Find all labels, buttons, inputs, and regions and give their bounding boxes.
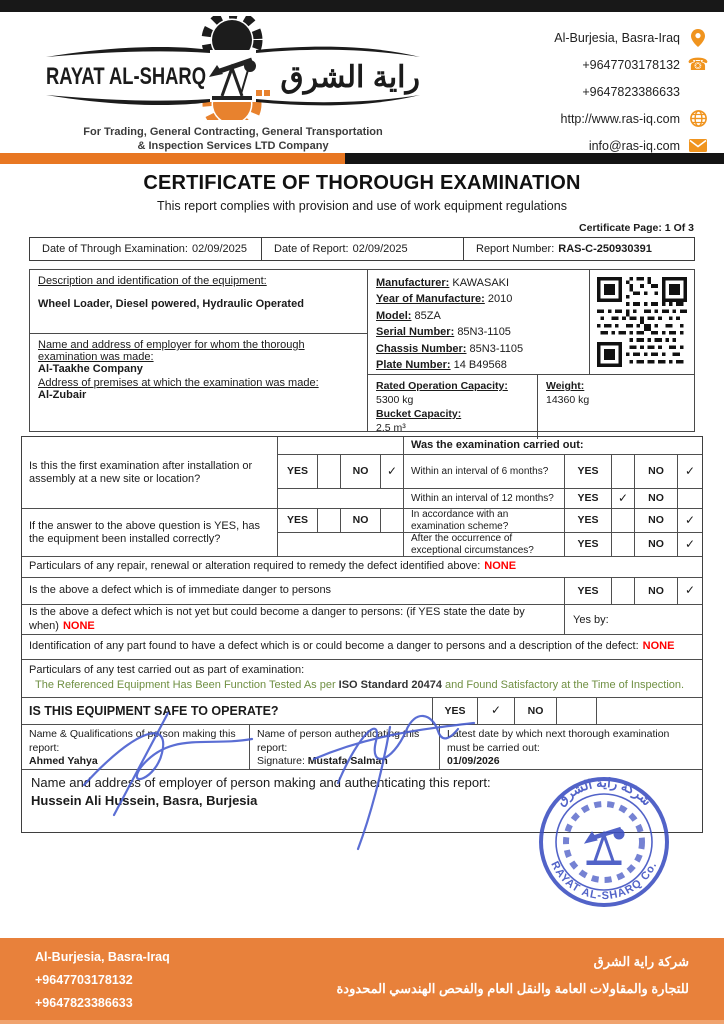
rated-capacity-label: Rated Operation Capacity:: [376, 380, 508, 392]
contact-website-text: http://www.ras-iq.com: [560, 111, 680, 126]
bucket-capacity-label: Bucket Capacity:: [376, 408, 462, 420]
q2-yes-label: YES: [278, 509, 318, 533]
footer-address: Al-Burjesia, Basra-Iraq: [35, 950, 170, 964]
chassis-label: Chassis Number:: [376, 342, 467, 355]
footer-description-arabic: للتجارة والمقاولات العامة والنقل العام والفحص الهندسي المحدودة: [336, 981, 689, 996]
circumstances-yes-label: YES: [565, 533, 612, 557]
report-number-label: Report Number:: [476, 243, 555, 255]
interval6-no-checkbox: ✓: [678, 455, 702, 489]
scheme-yes-checkbox: [612, 509, 635, 533]
footer-company-arabic: شركة راية الشرق: [593, 954, 689, 969]
employer-cell: [30, 334, 367, 431]
maker-label: Name & Qualifications of person making this report:: [29, 728, 236, 754]
safe-to-operate-row: [22, 698, 702, 725]
safe-no-label: NO: [515, 698, 557, 725]
date-of-examination-cell: [30, 238, 262, 260]
logo-graphic: [34, 16, 432, 120]
capacity-cell: [368, 375, 538, 439]
empty-cell: [278, 437, 404, 455]
report-number-value: RAS-C-250930391: [558, 243, 652, 255]
phone-icon: ☎: [687, 55, 709, 74]
immediate-no-label: NO: [635, 578, 678, 605]
safe-no-checkbox: [557, 698, 597, 725]
authenticator-label: Name of person authenticating this report:: [257, 728, 420, 754]
yes-by-cell: Yes by:: [565, 605, 702, 635]
plate-value: 14 B49568: [453, 359, 507, 372]
examination-scheme-question: In accordance with an examination scheme?: [404, 509, 565, 533]
interval12-yes-checkbox: ✓: [612, 489, 635, 509]
test-result-post: and Found Satisfactory at the Time of Inspection.: [444, 679, 685, 691]
interval-12-months-question: Within an interval of 12 months?: [404, 489, 565, 509]
empty-cell: [278, 533, 404, 557]
equipment-spec-row: [368, 270, 694, 375]
safe-yes-checkbox: ✓: [478, 698, 515, 725]
test-result-text: [29, 678, 695, 693]
model-value: 85ZA: [414, 309, 441, 322]
qr-cell: [590, 270, 694, 374]
carried-out-header: Was the examination carried out:: [404, 437, 702, 455]
location-pin-icon: [688, 28, 708, 48]
stamp-english-text: RAYAT AL-SHARQ Co.: [548, 859, 660, 903]
contact-email-text: info@ras-iq.com: [588, 138, 680, 153]
weight-label: Weight:: [546, 380, 585, 392]
chassis-value: 85N3-1105: [469, 342, 524, 355]
immediate-no-checkbox: ✓: [678, 578, 702, 605]
examination-grid: [22, 437, 702, 557]
premises-value: Al-Zubair: [38, 389, 87, 401]
q2-yes-checkbox: [318, 509, 341, 533]
identification-label: Identification of any part found to have a defect which is or could become a danger to persons and a description of the defect:: [29, 640, 639, 653]
company-stamp: [535, 773, 673, 911]
q2-no-checkbox: [381, 509, 404, 533]
equipment-right-column: [368, 270, 694, 434]
equipment-table: [29, 269, 695, 432]
contact-address: [554, 24, 708, 51]
question-first-examination: Is this the first examination after installation or assembly at a new site or location?: [22, 437, 278, 509]
contact-address-text: Al-Burjesia, Basra-Iraq: [554, 30, 680, 45]
date-of-report-cell: [262, 238, 464, 260]
signature-label: Signature:: [257, 755, 305, 767]
svg-text:RAYAT AL-SHARQ Co.: [548, 860, 659, 903]
certificate-page-number: Certificate Page: 1 Of 3: [579, 222, 694, 234]
circumstances-yes-checkbox: [612, 533, 635, 557]
tagline-line2: & Inspection Services LTD Company: [137, 140, 329, 152]
rated-capacity-value: 5300 kg: [376, 394, 414, 406]
dates-table: [29, 237, 695, 261]
manufacturer-details-cell: [368, 270, 590, 374]
safe-to-operate-question: IS THIS EQUIPMENT SAFE TO OPERATE?: [22, 698, 433, 725]
repairs-value: NONE: [484, 560, 517, 573]
report-number-cell: [464, 238, 694, 260]
footer-contact-block: [35, 946, 170, 1015]
brand-name-ar: راية الشرق: [280, 61, 420, 94]
scheme-no-label: NO: [635, 509, 678, 533]
email-icon: [688, 136, 708, 156]
company-logo: [34, 16, 432, 152]
scheme-no-checkbox: ✓: [678, 509, 702, 533]
test-result-pre: The Referenced Equipment Has Been Function Tested As per: [35, 679, 336, 691]
test-particulars-label: Particulars of any test carried out as part of examination:: [29, 664, 305, 676]
equipment-description-value: Wheel Loader, Diesel powered, Hydraulic Operated: [38, 298, 304, 310]
next-exam-date: 01/09/2026: [447, 755, 500, 767]
q1-yes-checkbox: [318, 455, 341, 489]
safe-yes-label: YES: [433, 698, 478, 725]
tagline-line1: For Trading, General Contracting, General Transportation: [83, 126, 383, 138]
immediate-yes-label: YES: [565, 578, 612, 605]
immediate-yes-checkbox: [612, 578, 635, 605]
header: [0, 12, 724, 153]
footer-phone1: +9647703178132: [35, 973, 133, 987]
repairs-cell: [22, 557, 702, 578]
potential-danger-row: [22, 605, 702, 635]
interval6-no-label: NO: [635, 455, 678, 489]
model-label: Model:: [376, 309, 412, 322]
authenticator-name: Mustafa Salman: [307, 755, 388, 767]
potential-danger-question: [29, 606, 557, 632]
repairs-row: [22, 557, 702, 578]
manufacturer-label: Manufacturer:: [376, 277, 450, 289]
employer-label: Name and address of employer for whom the thorough examination was made:: [38, 339, 305, 363]
footer-bottom-strip: [0, 1020, 724, 1024]
bucket-capacity-value: 2.5 m³: [376, 422, 406, 434]
interval-6-months-question: Within an interval of 6 months?: [404, 455, 565, 489]
authenticator-cell: [250, 725, 440, 770]
potential-danger-value: NONE: [62, 619, 95, 632]
manufacturer-value: KAWASAKI: [452, 277, 510, 289]
qr-code: [597, 277, 687, 367]
serial-value: 85N3-1105: [457, 326, 511, 339]
repairs-label: Particulars of any repair, renewal or alteration required to remedy the defect identified above:: [29, 560, 481, 573]
date-report-value: 02/09/2025: [352, 243, 408, 255]
serial-label: Serial Number:: [376, 326, 455, 339]
identification-cell: [22, 635, 702, 660]
employer-value: Al-Taakhe Company: [38, 363, 143, 375]
footer-phone2: +9647823386633: [35, 996, 133, 1010]
identification-row: [22, 635, 702, 660]
contact-phone1-text: +9647703178132: [582, 57, 680, 72]
empty-cell: [597, 698, 702, 725]
document-subtitle: This report complies with provision and use of work equipment regulations: [157, 199, 567, 213]
globe-icon: [688, 109, 708, 129]
contact-phone1: [554, 51, 708, 78]
plate-label: Plate Number:: [376, 359, 451, 372]
q1-no-checkbox: ✓: [381, 455, 404, 489]
footer: [0, 938, 724, 1024]
top-black-bar: [0, 0, 724, 12]
interval12-no-label: NO: [635, 489, 678, 509]
equipment-description-label: Description and identification of the equipment:: [38, 275, 267, 287]
scheme-yes-label: YES: [565, 509, 612, 533]
circumstances-no-checkbox: ✓: [678, 533, 702, 557]
next-exam-label: Latest date by which next thorough examination must be carried out:: [447, 728, 670, 754]
premises-label: Address of premises at which the examination was made:: [38, 377, 319, 389]
interval6-yes-checkbox: [612, 455, 635, 489]
exceptional-circumstances-question: After the occurrence of exceptional circumstances?: [404, 533, 565, 557]
immediate-danger-question: Is the above a defect which is of immediate danger to persons: [22, 578, 565, 605]
iso-standard-ref: ISO Standard 20474: [338, 679, 442, 691]
capacity-row: [368, 375, 694, 439]
immediate-danger-row: [22, 578, 702, 605]
stamp-arabic-text: شركة راية الشرق: [553, 774, 655, 809]
empty-cell: [278, 489, 404, 509]
q1-no-label: NO: [341, 455, 381, 489]
interval12-no-checkbox: [678, 489, 702, 509]
icon-spacer: [688, 82, 708, 102]
footer-arabic-block: [337, 948, 690, 1002]
interval12-yes-label: YES: [565, 489, 612, 509]
contact-website: [554, 105, 708, 132]
signoff-row: [22, 725, 702, 770]
document-title: CERTIFICATE OF THOROUGH EXAMINATION: [143, 172, 581, 194]
equipment-description-cell: [30, 270, 367, 334]
svg-text:شركة راية الشرق: [553, 775, 654, 809]
test-particulars-row: [22, 660, 702, 698]
date-report-label: Date of Report:: [274, 243, 349, 255]
equipment-left-column: [30, 270, 368, 431]
stamp-pumpjack-icon: [585, 829, 624, 865]
identification-value: NONE: [642, 640, 675, 653]
report-employer-label: Name and address of employer of person making and authenticating this report:: [31, 775, 491, 790]
circumstances-no-label: NO: [635, 533, 678, 557]
q1-yes-label: YES: [278, 455, 318, 489]
date-exam-value: 02/09/2025: [191, 243, 248, 255]
contact-email: [554, 132, 708, 159]
weight-cell: [538, 375, 694, 439]
report-maker-cell: [22, 725, 250, 770]
contact-block: [554, 24, 708, 159]
date-exam-label: Date of Through Examination:: [42, 243, 188, 255]
brand-name-en: RAYAT AL-SHARQ: [46, 63, 206, 90]
divider-orange-segment: [0, 153, 345, 164]
contact-phone2-text: +9647823386633: [582, 84, 680, 99]
year-label: Year of Manufacture:: [376, 293, 485, 306]
maker-name: Ahmed Yahya: [29, 755, 98, 767]
weight-value: 14360 kg: [546, 394, 590, 406]
next-examination-cell: [440, 725, 702, 770]
interval6-yes-label: YES: [565, 455, 612, 489]
potential-danger-text: Is the above a defect which is not yet but could become a danger to persons: (if YES state the date by when): [29, 606, 525, 632]
potential-danger-cell: [22, 605, 565, 635]
report-employer-value: Hussein Ali Hussein, Basra, Burjesia: [31, 793, 258, 808]
question-installed-correctly: If the answer to the above question is YES, has the equipment been installed correctly?: [22, 509, 278, 557]
year-value: 2010: [487, 293, 513, 306]
contact-phone2: [554, 78, 708, 105]
q2-no-label: NO: [341, 509, 381, 533]
